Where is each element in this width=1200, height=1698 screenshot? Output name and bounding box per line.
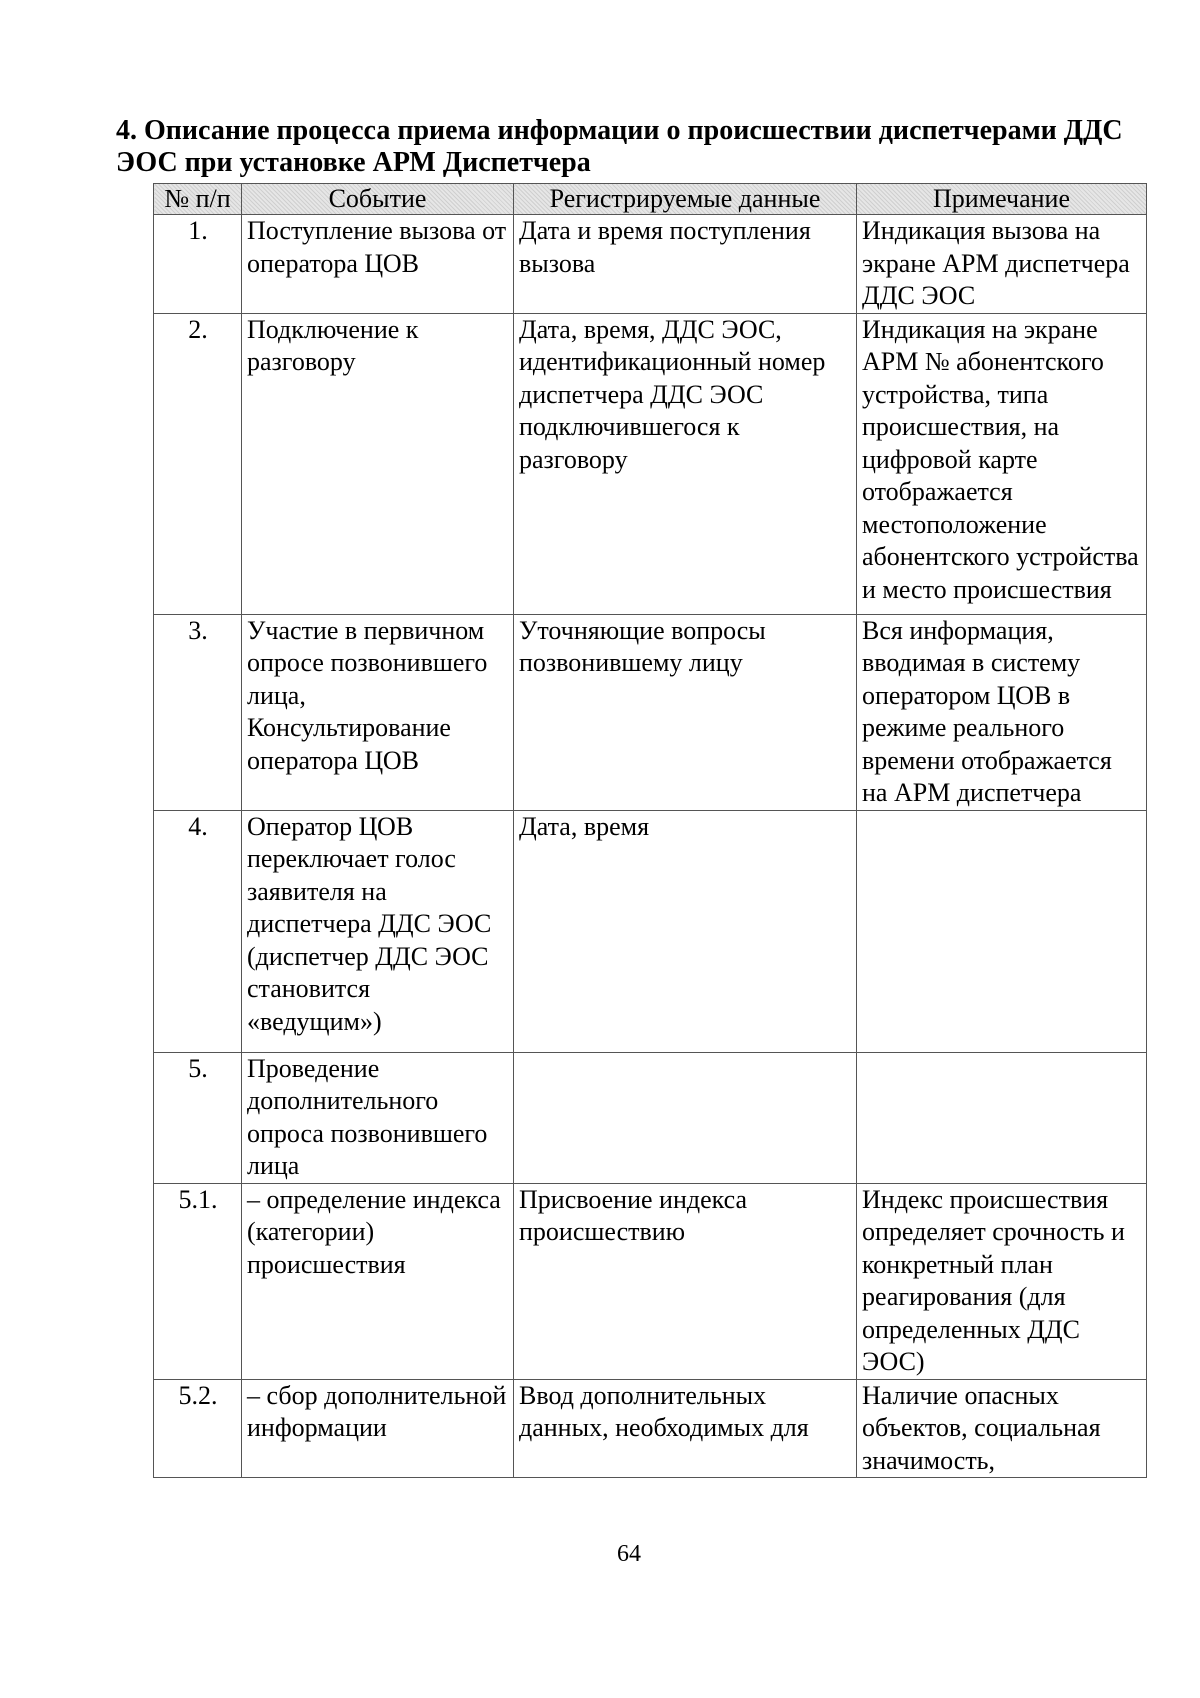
row-note: Индекс происшествия определяет срочность и конкретный план реагирования (для определенных ДДС ЭОС) — [857, 1183, 1147, 1379]
row-num: 4. — [154, 810, 242, 1052]
row-registered-data: Ввод дополнительных данных, необходимых для — [514, 1379, 857, 1478]
header-num: № п/п — [154, 184, 242, 215]
row-registered-data: Дата, время, ДДС ЭОС, идентификационный номер диспетчера ДДС ЭОС подключившегося к разговору — [514, 313, 857, 614]
row-num: 2. — [154, 313, 242, 614]
row-event: Участие в первичном опросе позвонившего лица, Консультирование оператора ЦОВ — [242, 614, 514, 810]
row-note: Индикация на экране АРМ № абонентского устройства, типа происшествия, на цифровой карте отображается местоположение абонентского устройства и место происшествия — [857, 313, 1147, 614]
row-registered-data: Дата, время — [514, 810, 857, 1052]
row-num: 5. — [154, 1052, 242, 1183]
row-registered-data: Присвоение индекса происшествию — [514, 1183, 857, 1379]
table-header-row — [154, 184, 1147, 215]
row-num: 5.2. — [154, 1379, 242, 1478]
row-event: – определение индекса (категории) происшествия — [242, 1183, 514, 1379]
row-note: Вся информация, вводимая в систему оператором ЦОВ в режиме реального времени отображается на АРМ диспетчера — [857, 614, 1147, 810]
events-table — [153, 183, 1147, 1478]
row-num: 5.1. — [154, 1183, 242, 1379]
row-registered-data: Уточняющие вопросы позвонившему лицу — [514, 614, 857, 810]
row-note — [857, 1052, 1147, 1183]
header-event: Событие — [242, 184, 514, 215]
table-row — [154, 1052, 1147, 1183]
row-event: – сбор дополнительной информации — [242, 1379, 514, 1478]
row-event: Поступление вызова от оператора ЦОВ — [242, 215, 514, 314]
row-note: Индикация вызова на экране АРМ диспетчера ДДС ЭОС — [857, 215, 1147, 314]
table-row — [154, 810, 1147, 1052]
header-registered-data: Регистрируемые данные — [514, 184, 857, 215]
row-registered-data: Дата и время поступления вызова — [514, 215, 857, 314]
table-row — [154, 215, 1147, 314]
header-note: Примечание — [857, 184, 1147, 215]
row-event: Оператор ЦОВ переключает голос заявителя на диспетчера ДДС ЭОС (диспетчер ДДС ЭОС становится «ведущим») — [242, 810, 514, 1052]
row-num: 3. — [154, 614, 242, 810]
table-row — [154, 614, 1147, 810]
table-row — [154, 1379, 1147, 1478]
section-heading: 4. Описание процесса приема информации о происшествии диспетчерами ДДС ЭОС при установке АРМ Диспетчера — [116, 115, 1123, 178]
row-num: 1. — [154, 215, 242, 314]
row-event: Подключение к разговору — [242, 313, 514, 614]
row-note: Наличие опасных объектов, социальная значимость, — [857, 1379, 1147, 1478]
row-event: Проведение дополнительного опроса позвонившего лица — [242, 1052, 514, 1183]
row-registered-data — [514, 1052, 857, 1183]
table-row — [154, 1183, 1147, 1379]
table-row — [154, 313, 1147, 614]
row-note — [857, 810, 1147, 1052]
page-number: 64 — [617, 1541, 641, 1567]
